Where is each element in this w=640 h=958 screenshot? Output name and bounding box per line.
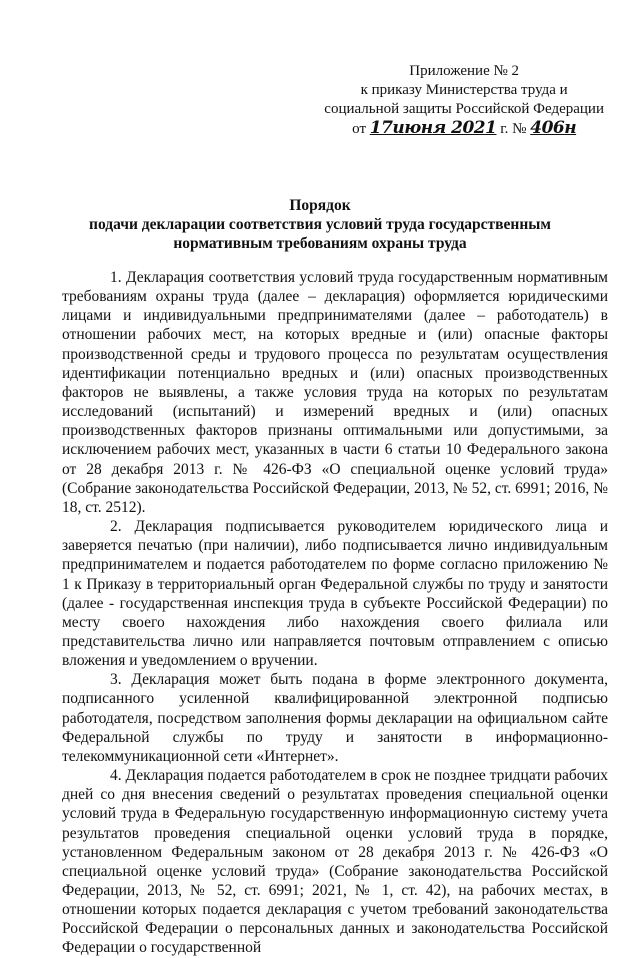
appendix-order-ref: к приказу Министерства труда и — [360, 82, 568, 98]
appendix-header — [324, 62, 604, 139]
handwritten-date: 17июня 2021 — [369, 118, 497, 138]
title-line-1: Порядок — [289, 197, 351, 214]
document-body — [62, 268, 608, 958]
title-line-3: нормативным требованиям охраны труда — [173, 235, 467, 252]
paragraph-3: 3. Декларация может быть подана в форме электронного документа, подписанного усиленной квалифицированной электронной подписью работодателя, посредством заполнения формы декларации на официальном сайте Федеральной службы по труду и занятости в информационно-телекоммуникационной сети «Интернет». — [62, 671, 608, 765]
date-suffix: г. № — [500, 121, 527, 137]
title-line-2: подачи декларации соответствия условий труда государственным — [89, 216, 551, 233]
paragraph-4: 4. Декларация подается работодателем в срок не позднее тридцати рабочих дней со дня внесения сведений о результатах проведения специальной оценки условий труда в Федеральную государственную информационную систему учета результатов проведения специальной оценки условий труда в порядке, установленном Федеральным законом от 28 декабря 2013 г. № 426-ФЗ «О специальной оценке условий труда» (Собрание законодательства Российской Федерации, 2013, № 52, ст. 6991; 2021, № 1, ст. 42), на рабочих местах, в отношении которых подается декларация с учетом требований законодательства Российской Федерации о персональных данных и законодательства Российской Федерации о государственной — [62, 767, 608, 957]
paragraph-2: 2. Декларация подписывается руководителем юридического лица и заверяется печатью (при наличии), либо подписывается лично индивидуальным предпринимателем и подается работодателем по форме согласно приложению № 1 к Приказу в территориальный орган Федеральной службы по труду и занятости (далее - государственная инспекция труда в субъекте Российской Федерации) по месту своего нахождения либо нахождения своего филиала или представительства лично или направляется почтовым отправлением с описью вложения и уведомлением о вручении. — [62, 518, 608, 670]
appendix-number: Приложение № 2 — [409, 63, 520, 79]
appendix-ministry: социальной защиты Российской Федерации — [324, 101, 604, 117]
date-prefix: от — [352, 121, 367, 137]
appendix-date-line — [324, 119, 604, 139]
document-title — [30, 196, 610, 253]
handwritten-order-number: 406н — [530, 118, 577, 138]
paragraph-1: 1. Декларация соответствия условий труда государственным нормативным требованиям охраны труда (далее – декларация) оформляется юридическими лицами и индивидуальными предпринимателями (далее – работодатель) в отношении рабочих мест, на которых вредные и (или) опасные факторы производственной среды и трудового процесса по результатам осуществления идентификации потенциально вредных и (или) опасных производственных факторов не выявлены, а также условия труда на которых по результатам исследований (испытаний) и измерений вредных и (или) опасных производственных факторов признаны оптимальными или допустимыми, за исключением рабочих мест, указанных в части 6 статьи 10 Федерального закона от 28 декабря 2013 г. № 426-ФЗ «О специальной оценке условий труда» (Собрание законодательства Российской Федерации, 2013, № 52, ст. 6991; 2016, № 18, ст. 2512). — [62, 269, 608, 516]
